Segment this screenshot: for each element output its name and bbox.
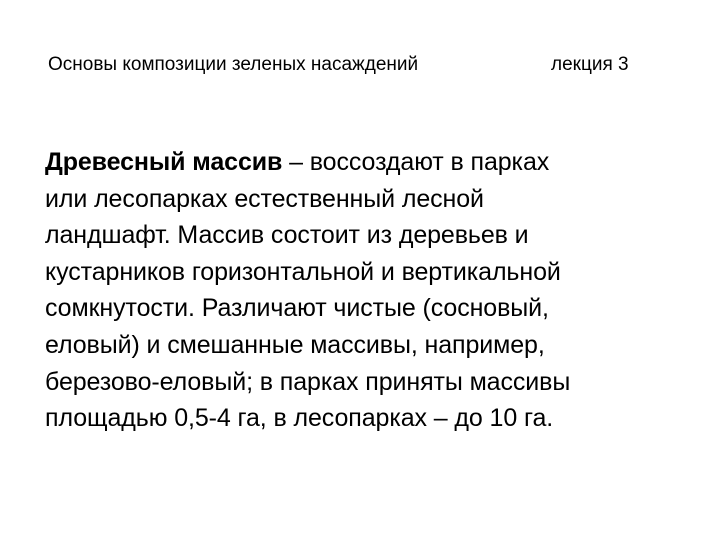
paragraph-line-4: кустарников горизонтальной и вертикальной: [45, 257, 561, 286]
paragraph-line-2: или лесопарках естественный лесной: [45, 184, 484, 213]
course-title: Основы композиции зеленых насаждений: [48, 54, 419, 75]
paragraph-line-1: [45, 144, 695, 181]
definition-text: – воссоздают в парках: [282, 148, 550, 176]
definition-paragraph: [45, 144, 695, 437]
paragraph-line-7: березово-еловый; в парках приняты массивы: [45, 367, 571, 396]
paragraph-line-5: сомкнутости. Различают чистые (сосновый,: [45, 294, 549, 323]
paragraph-line-8: площадью 0,5-4 га, в лесопарках – до 10 га.: [45, 404, 554, 433]
lecture-number: лекция 3: [551, 54, 629, 75]
defined-term: Древесный массив: [45, 148, 283, 176]
slide-header: [0, 52, 720, 82]
paragraph-line-6: еловый) и смешанные массивы, например,: [45, 330, 545, 359]
paragraph-line-3: ландшафт. Массив состоит из деревьев и: [45, 221, 529, 250]
